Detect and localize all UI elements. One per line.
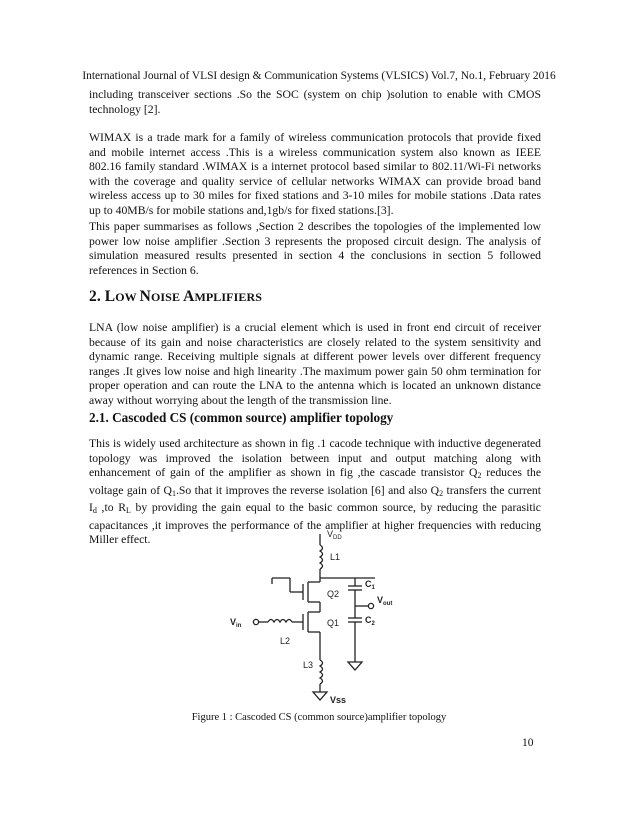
q2-label: Q2	[327, 589, 340, 599]
l3-inductor	[320, 660, 323, 684]
running-header: International Journal of VLSI design & Communication Systems (VLSICS) Vol.7, No.1, February 2016	[82, 70, 556, 82]
vin-label: $V_{in}$	[230, 617, 242, 629]
vdd-label: $V_{DD}$	[327, 529, 342, 541]
l2-label: L2	[280, 636, 291, 646]
figure-caption: Figure 1 : Cascoded CS (common source)amplifier topology	[191, 712, 447, 723]
subsection-heading-cascoded: 2.1. Cascoded CS (common source) amplifier topology	[89, 410, 394, 425]
section-heading-lna: 2. LOW NOISE AMPLIFIERS	[89, 288, 263, 305]
l2-inductor	[268, 620, 292, 623]
c1-label: $C_1$	[365, 579, 375, 591]
paragraph-soc: including transceiver sections .So the SOC (system on chip )solution to enable with CMOS technology [2].	[89, 88, 541, 116]
q1-label: Q1	[327, 618, 340, 628]
paragraph-cascode: This is widely used architecture as shown in fig .1 cacode technique with inductive degenerated topology was improved the isolation between input and output matching along with enhancement of gain of the amplifier as shown in fig ,the cascade transistor $Q_2$ reduces the voltage gain of $Q_1.So$ that it improves the reverse isolation [6] and also $Q_2$ transfers the current $I_d$ ,to $R_L$ by providing the gain equal to the basic common source, by reducing the parasitic capacitances ,it improves the performance of the amplifier at higher frequencies with reducing Miller effect.	[89, 437, 542, 546]
cascode-circuit-diagram	[200, 520, 440, 706]
vss-ground-symbol	[313, 692, 327, 700]
vout-label: $V_{out}$	[377, 595, 393, 607]
l1-label: L1	[330, 552, 341, 562]
paragraph-lna: LNA (low noise amplifier) is a crucial element which is used in front end circuit of receiver because of its gain and noise characteristics are closely related to the system sensitivity and dynamic range. Receiving multiple signals at different power levels over different frequency ranges .It gives low noise and high linearity .The maximum power gain 50 ohm termination for proper operation and can route the LNA to the antenna which is located an unknown distance away without worrying about the length of the transmission line.	[89, 321, 541, 407]
c2-label: $C_2$	[365, 615, 375, 627]
paragraph-summary: This paper summarises as follows ,Section 2 describes the topologies of the implemented low power low noise amplifier .Section 3 represents the proposed circuit design. The analysis of simulation measured results presented in section 4 the conclusions in section 5 followed references in Section 6.	[89, 220, 541, 277]
paragraph-wimax: WIMAX is a trade mark for a family of wireless communication protocols that provide fixed and mobile internet access .This is a wireless communication system also known as IEEE 802.16 family standard .WIMAX is a internet protocol based similar to 802.11/Wi-Fi networks with the coverage and quality service of cellular networks WIMAX can provide broad band wireless access up to 30 miles for fixed stations and 3-10 miles for mobile stations .Data rates up to 40MB/s for mobile stations and,1gb/s for fixed stations.[3].	[89, 131, 541, 217]
vout-terminal	[368, 603, 373, 608]
vin-terminal	[253, 619, 258, 624]
c2-ground-symbol	[348, 662, 362, 670]
vss-label: Vss	[330, 695, 347, 705]
page-number: 10	[522, 737, 534, 749]
l1-inductor	[320, 545, 323, 569]
l3-label: L3	[303, 660, 314, 670]
